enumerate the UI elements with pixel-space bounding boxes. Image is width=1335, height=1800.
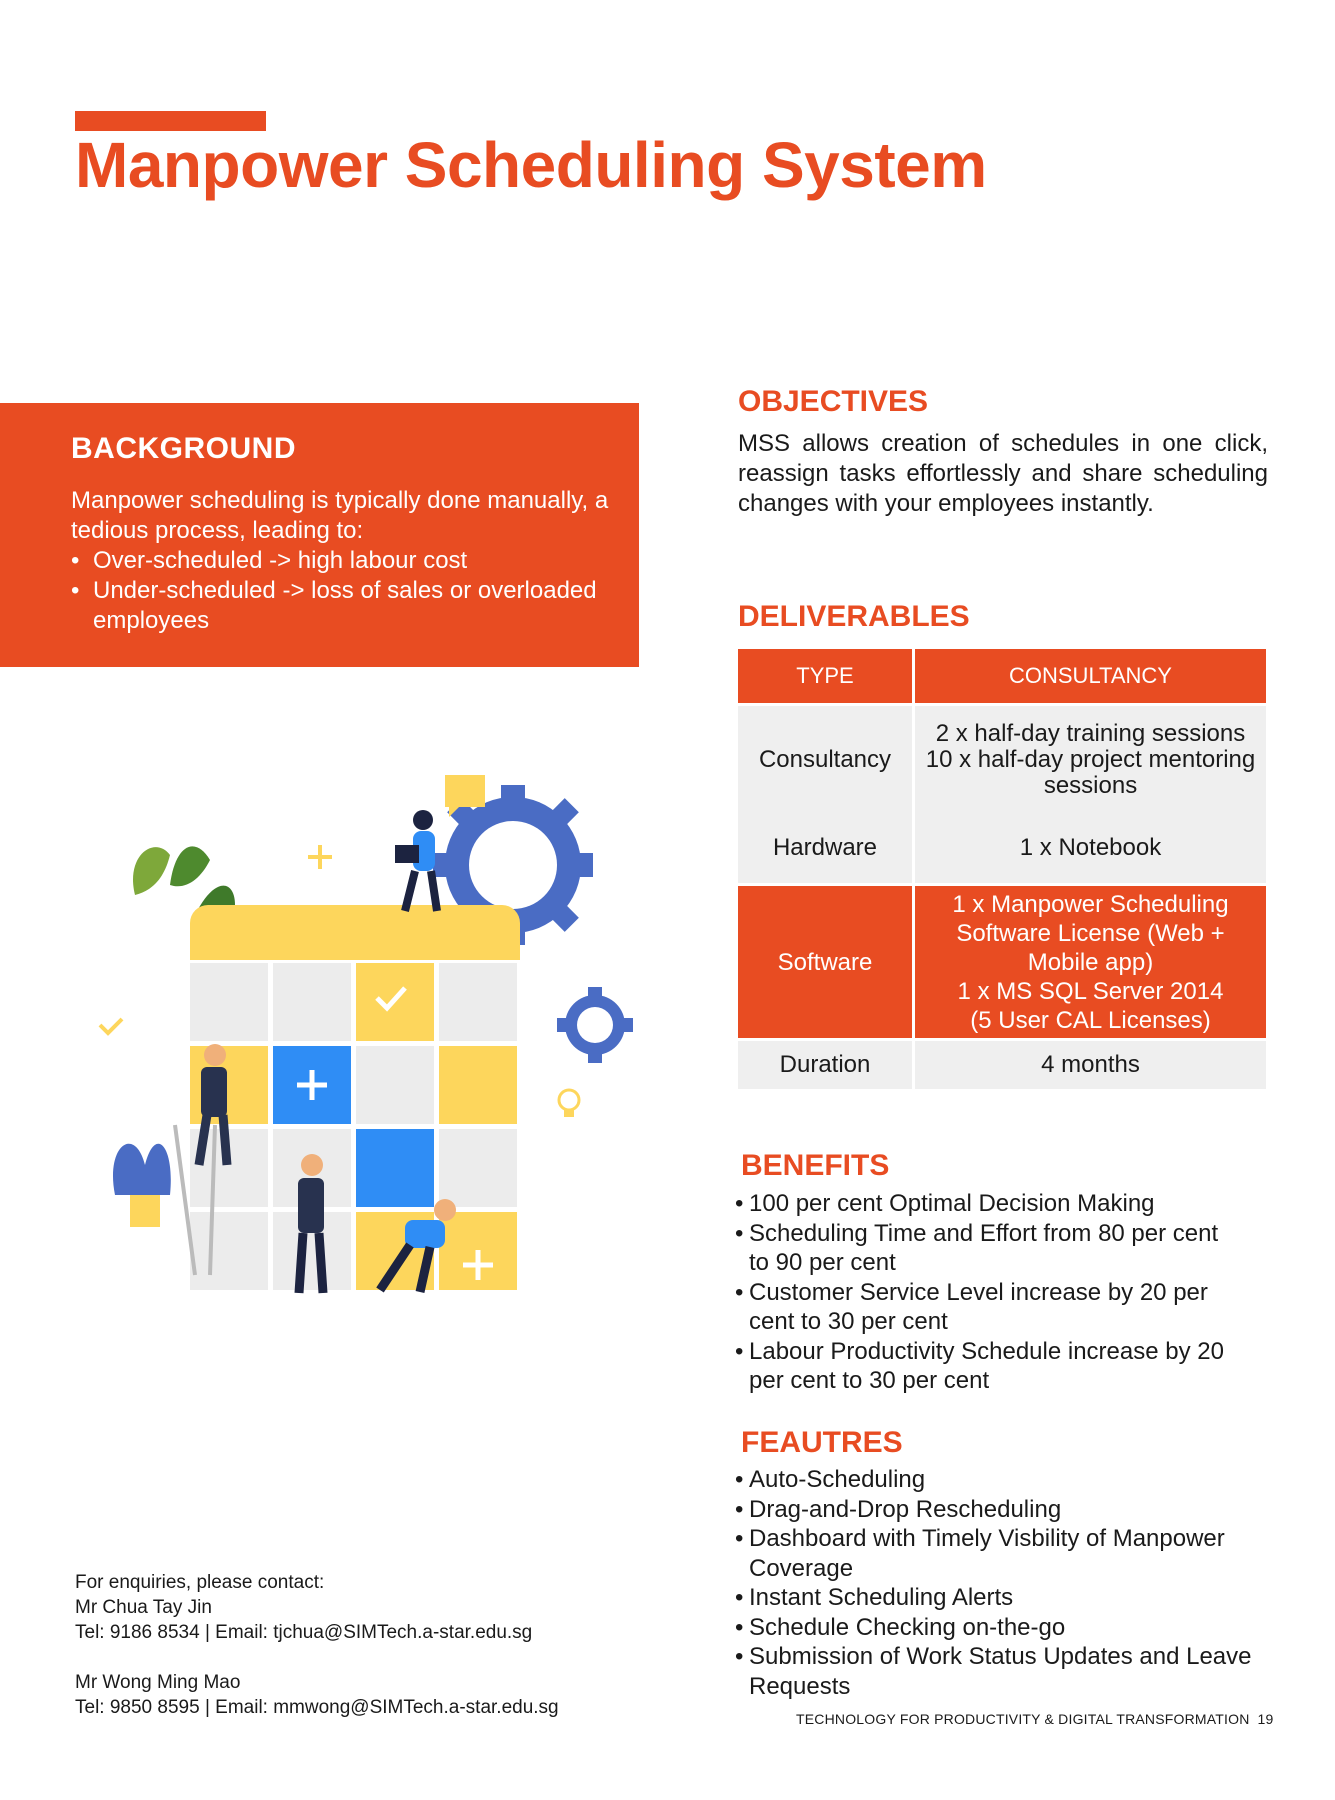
contact-block bbox=[75, 1570, 559, 1720]
list-item: • Drag-and-Drop Rescheduling bbox=[735, 1495, 1255, 1525]
contact-person1-name: Mr Chua Tay Jin bbox=[75, 1597, 212, 1618]
contact-person1-details: Tel: 9186 8534 | Email: tjchua@SIMTech.a-star.edu.sg bbox=[75, 1622, 533, 1643]
list-item: • Dashboard with Timely Visbility of Manpower Coverage bbox=[735, 1524, 1255, 1583]
row-value bbox=[914, 813, 1267, 883]
row-type: Software bbox=[738, 886, 914, 1038]
deliverables-table bbox=[738, 649, 1266, 1089]
background-intro: Manpower scheduling is typically done manually, a tedious process, leading to: bbox=[71, 487, 609, 544]
objectives-heading: OBJECTIVES bbox=[738, 385, 929, 418]
list-item: • 100 per cent Optimal Decision Making bbox=[735, 1189, 1235, 1219]
plant-icon bbox=[113, 1144, 171, 1195]
contact-person2-name: Mr Wong Ming Mao bbox=[75, 1672, 241, 1693]
row-line: sessions bbox=[1043, 771, 1138, 799]
row-type: Duration bbox=[738, 1041, 914, 1089]
list-item: • Submission of Work Status Updates and Leave Requests bbox=[735, 1642, 1255, 1701]
footer-text: TECHNOLOGY FOR PRODUCTIVITY & DIGITAL TRANSFORMATION bbox=[796, 1711, 1250, 1727]
contact-intro: For enquiries, please contact: bbox=[75, 1572, 325, 1593]
lightbulb-icon bbox=[559, 1090, 579, 1117]
row-line: (5 User CAL Licenses) bbox=[970, 1006, 1211, 1034]
plus-icon bbox=[308, 845, 332, 869]
footer bbox=[796, 1711, 1274, 1727]
list-item: • Customer Service Level increase by 20 per cent to 30 per cent bbox=[735, 1278, 1235, 1337]
row-value bbox=[914, 706, 1267, 813]
calendar-illustration bbox=[75, 765, 650, 1350]
leaf-icon bbox=[133, 847, 170, 895]
background-bullet: • Under-scheduled -> loss of sales or overloaded employees bbox=[71, 576, 609, 636]
page-title: Manpower Scheduling System bbox=[75, 129, 987, 201]
background-bullet: • Over-scheduled -> high labour cost bbox=[71, 546, 609, 576]
table-row bbox=[738, 813, 1266, 883]
page-number: 19 bbox=[1257, 1711, 1274, 1727]
row-line: 1 x Notebook bbox=[1019, 834, 1162, 861]
row-line: 4 months bbox=[1041, 1051, 1140, 1078]
background-heading: BACKGROUND bbox=[71, 432, 296, 465]
row-line: 2 x half-day training sessions bbox=[935, 719, 1246, 747]
table-row bbox=[738, 706, 1266, 813]
features-heading: FEAUTRES bbox=[741, 1426, 903, 1459]
list-item: • Auto-Scheduling bbox=[735, 1465, 1255, 1495]
row-line: 1 x Manpower Scheduling bbox=[952, 890, 1229, 918]
contact-person2-details: Tel: 9850 8595 | Email: mmwong@SIMTech.a-star.edu.sg bbox=[75, 1697, 559, 1718]
features-list bbox=[735, 1465, 1255, 1701]
plant-pot bbox=[130, 1195, 160, 1227]
deliverables-heading: DELIVERABLES bbox=[738, 600, 970, 633]
benefits-heading: BENEFITS bbox=[741, 1149, 890, 1182]
leaf-icon bbox=[170, 846, 210, 886]
row-value bbox=[914, 1041, 1267, 1089]
row-line: Software License (Web + bbox=[956, 919, 1225, 947]
list-item: • Instant Scheduling Alerts bbox=[735, 1583, 1255, 1613]
check-icon bbox=[100, 1019, 122, 1033]
list-item: • Schedule Checking on-the-go bbox=[735, 1613, 1255, 1643]
row-type: Consultancy bbox=[738, 706, 914, 813]
table-row bbox=[738, 1041, 1266, 1089]
benefits-list bbox=[735, 1189, 1235, 1396]
person-on-calendar bbox=[395, 810, 437, 911]
background-box bbox=[0, 403, 639, 667]
list-item: • Labour Productivity Schedule increase by 20 per cent to 30 per cent bbox=[735, 1337, 1235, 1396]
row-line: 1 x MS SQL Server 2014 bbox=[957, 977, 1224, 1005]
background-list bbox=[71, 546, 609, 636]
table-row bbox=[738, 886, 1266, 1038]
row-line: Mobile app) bbox=[1027, 948, 1154, 976]
list-item: • Scheduling Time and Effort from 80 per cent to 90 per cent bbox=[735, 1219, 1235, 1278]
row-value bbox=[914, 886, 1267, 1038]
row-line: 10 x half-day project mentoring bbox=[925, 745, 1256, 773]
table-header-type: TYPE bbox=[738, 649, 914, 703]
objectives-text: MSS allows creation of schedules in one click, reassign tasks effortlessly and share scheduling changes with your employees instantly. bbox=[738, 430, 1268, 517]
table-header-consultancy: CONSULTANCY bbox=[914, 649, 1267, 703]
row-type: Hardware bbox=[738, 813, 914, 883]
